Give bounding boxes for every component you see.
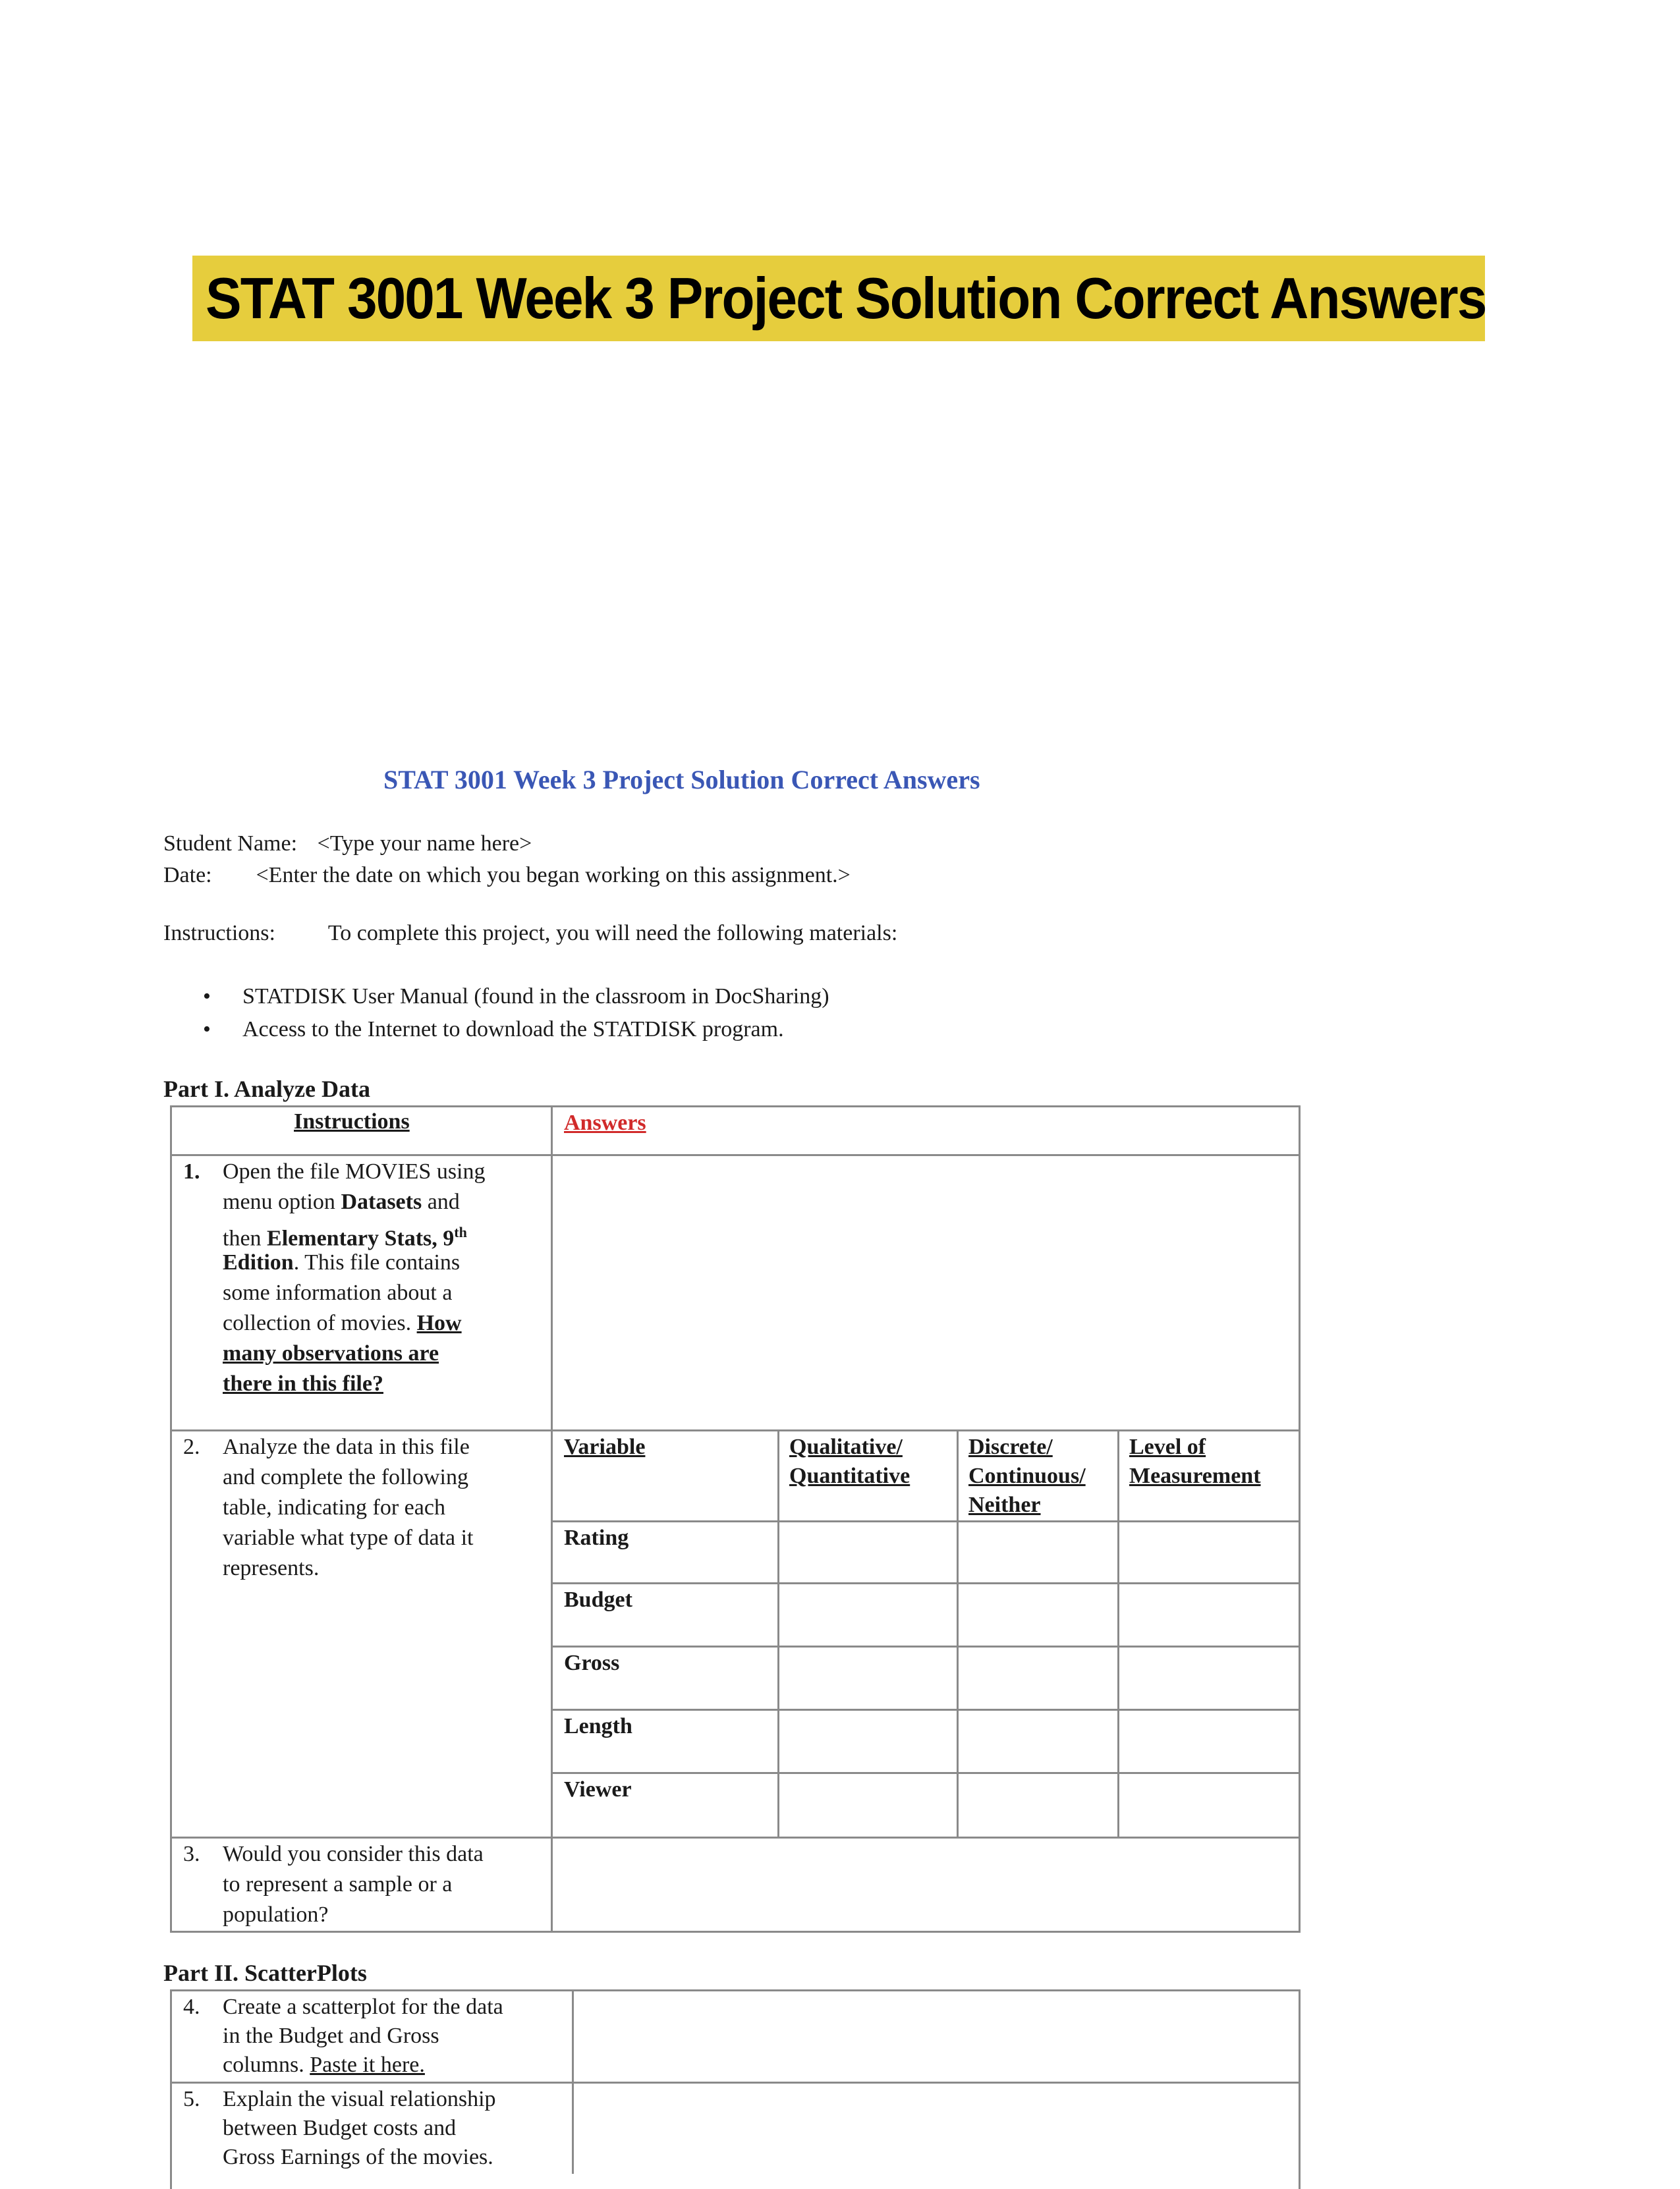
level-header: Level of bbox=[1129, 1435, 1206, 1459]
q5-number: 5. bbox=[183, 2087, 200, 2111]
date-value: <Enter the date on which you began working on this assignment.> bbox=[256, 863, 851, 887]
bullet-dot: • bbox=[203, 984, 211, 1009]
bullet-item: Access to the Internet to download the STATDISK program. bbox=[242, 1017, 784, 1041]
q2-line: Analyze the data in this file bbox=[223, 1435, 470, 1459]
q3-number: 3. bbox=[183, 1842, 200, 1866]
q2-number: 2. bbox=[183, 1435, 200, 1459]
title-banner bbox=[192, 256, 1485, 341]
q2-line: variable what type of data it bbox=[223, 1526, 474, 1550]
q2-line: and complete the following bbox=[223, 1465, 468, 1489]
student-name-value: <Type your name here> bbox=[317, 831, 532, 856]
table-rule bbox=[170, 1837, 1299, 1839]
variable-rating: Rating bbox=[564, 1526, 629, 1550]
bullet-dot: • bbox=[203, 1017, 211, 1041]
table-rule bbox=[551, 1772, 1299, 1774]
table-rule bbox=[551, 1709, 1299, 1711]
q1-line: Open the file MOVIES using bbox=[223, 1159, 486, 1184]
table-rule bbox=[551, 1520, 1299, 1522]
qualitative-header: Qualitative/ bbox=[789, 1435, 903, 1459]
table-rule bbox=[170, 1154, 1299, 1156]
date-label: Date: bbox=[163, 863, 212, 887]
q1-line: collection of movies. How bbox=[223, 1311, 462, 1335]
part2-heading: Part II. ScatterPlots bbox=[163, 1960, 367, 1986]
measurement-header: Measurement bbox=[1129, 1464, 1261, 1488]
variable-budget: Budget bbox=[564, 1588, 632, 1612]
q5-line: Explain the visual relationship bbox=[223, 2087, 496, 2111]
answers-header: Answers bbox=[564, 1111, 646, 1135]
document-title: STAT 3001 Week 3 Project Solution Correct Answers bbox=[383, 765, 980, 794]
date-line bbox=[163, 863, 851, 888]
banner-title: STAT 3001 Week 3 Project Solution Correct Answers bbox=[206, 265, 1486, 331]
table-rule bbox=[170, 1429, 1299, 1431]
q5-line: between Budget costs and bbox=[223, 2116, 457, 2140]
q4-number: 4. bbox=[183, 1995, 200, 2019]
table-rule bbox=[170, 2082, 1299, 2084]
q4-line: in the Budget and Gross bbox=[223, 2024, 439, 2048]
bullet-item: STATDISK User Manual (found in the classroom in DocSharing) bbox=[242, 984, 829, 1009]
table-divider bbox=[551, 1105, 553, 1931]
q3-line: to represent a sample or a bbox=[223, 1872, 453, 1897]
q1-line: Edition. This file contains bbox=[223, 1250, 461, 1275]
table-rule bbox=[551, 1582, 1299, 1584]
q5-line: Gross Earnings of the movies. bbox=[223, 2145, 493, 2169]
variable-viewer: Viewer bbox=[564, 1777, 632, 1802]
q1-line: menu option Datasets and bbox=[223, 1190, 460, 1214]
table-rule bbox=[777, 1429, 779, 1837]
q1-line: there in this file? bbox=[223, 1372, 383, 1396]
variable-header: Variable bbox=[564, 1435, 646, 1459]
continuous-header: Continuous/ bbox=[968, 1464, 1086, 1488]
q2-line: represents. bbox=[223, 1556, 320, 1580]
part1-heading: Part I. Analyze Data bbox=[163, 1076, 370, 1102]
quantitative-header: Quantitative bbox=[789, 1464, 910, 1488]
q2-line: table, indicating for each bbox=[223, 1495, 445, 1520]
instructions-label: Instructions: bbox=[163, 921, 275, 945]
table-rule bbox=[957, 1429, 959, 1837]
discrete-header: Discrete/ bbox=[968, 1435, 1053, 1459]
neither-header: Neither bbox=[968, 1493, 1041, 1517]
table-rule bbox=[551, 1646, 1299, 1648]
table-rule bbox=[1117, 1429, 1119, 1837]
student-name-label: Student Name: bbox=[163, 831, 298, 856]
q3-line: Would you consider this data bbox=[223, 1842, 484, 1866]
student-name-line bbox=[163, 831, 532, 856]
instructions-text: To complete this project, you will need the following materials: bbox=[327, 921, 898, 945]
q1-line: some information about a bbox=[223, 1281, 453, 1305]
q4-line: columns. Paste it here. bbox=[223, 2053, 425, 2077]
instructions-line bbox=[163, 921, 897, 946]
q3-line: population? bbox=[223, 1902, 329, 1927]
q1-number: 1. bbox=[183, 1159, 200, 1184]
variable-length: Length bbox=[564, 1714, 632, 1738]
q1-line: then Elementary Stats, 9th bbox=[223, 1224, 467, 1251]
instructions-header: Instructions bbox=[294, 1109, 410, 1134]
q4-line: Create a scatterplot for the data bbox=[223, 1995, 503, 2019]
q1-line: many observations are bbox=[223, 1341, 439, 1366]
variable-gross: Gross bbox=[564, 1651, 620, 1675]
